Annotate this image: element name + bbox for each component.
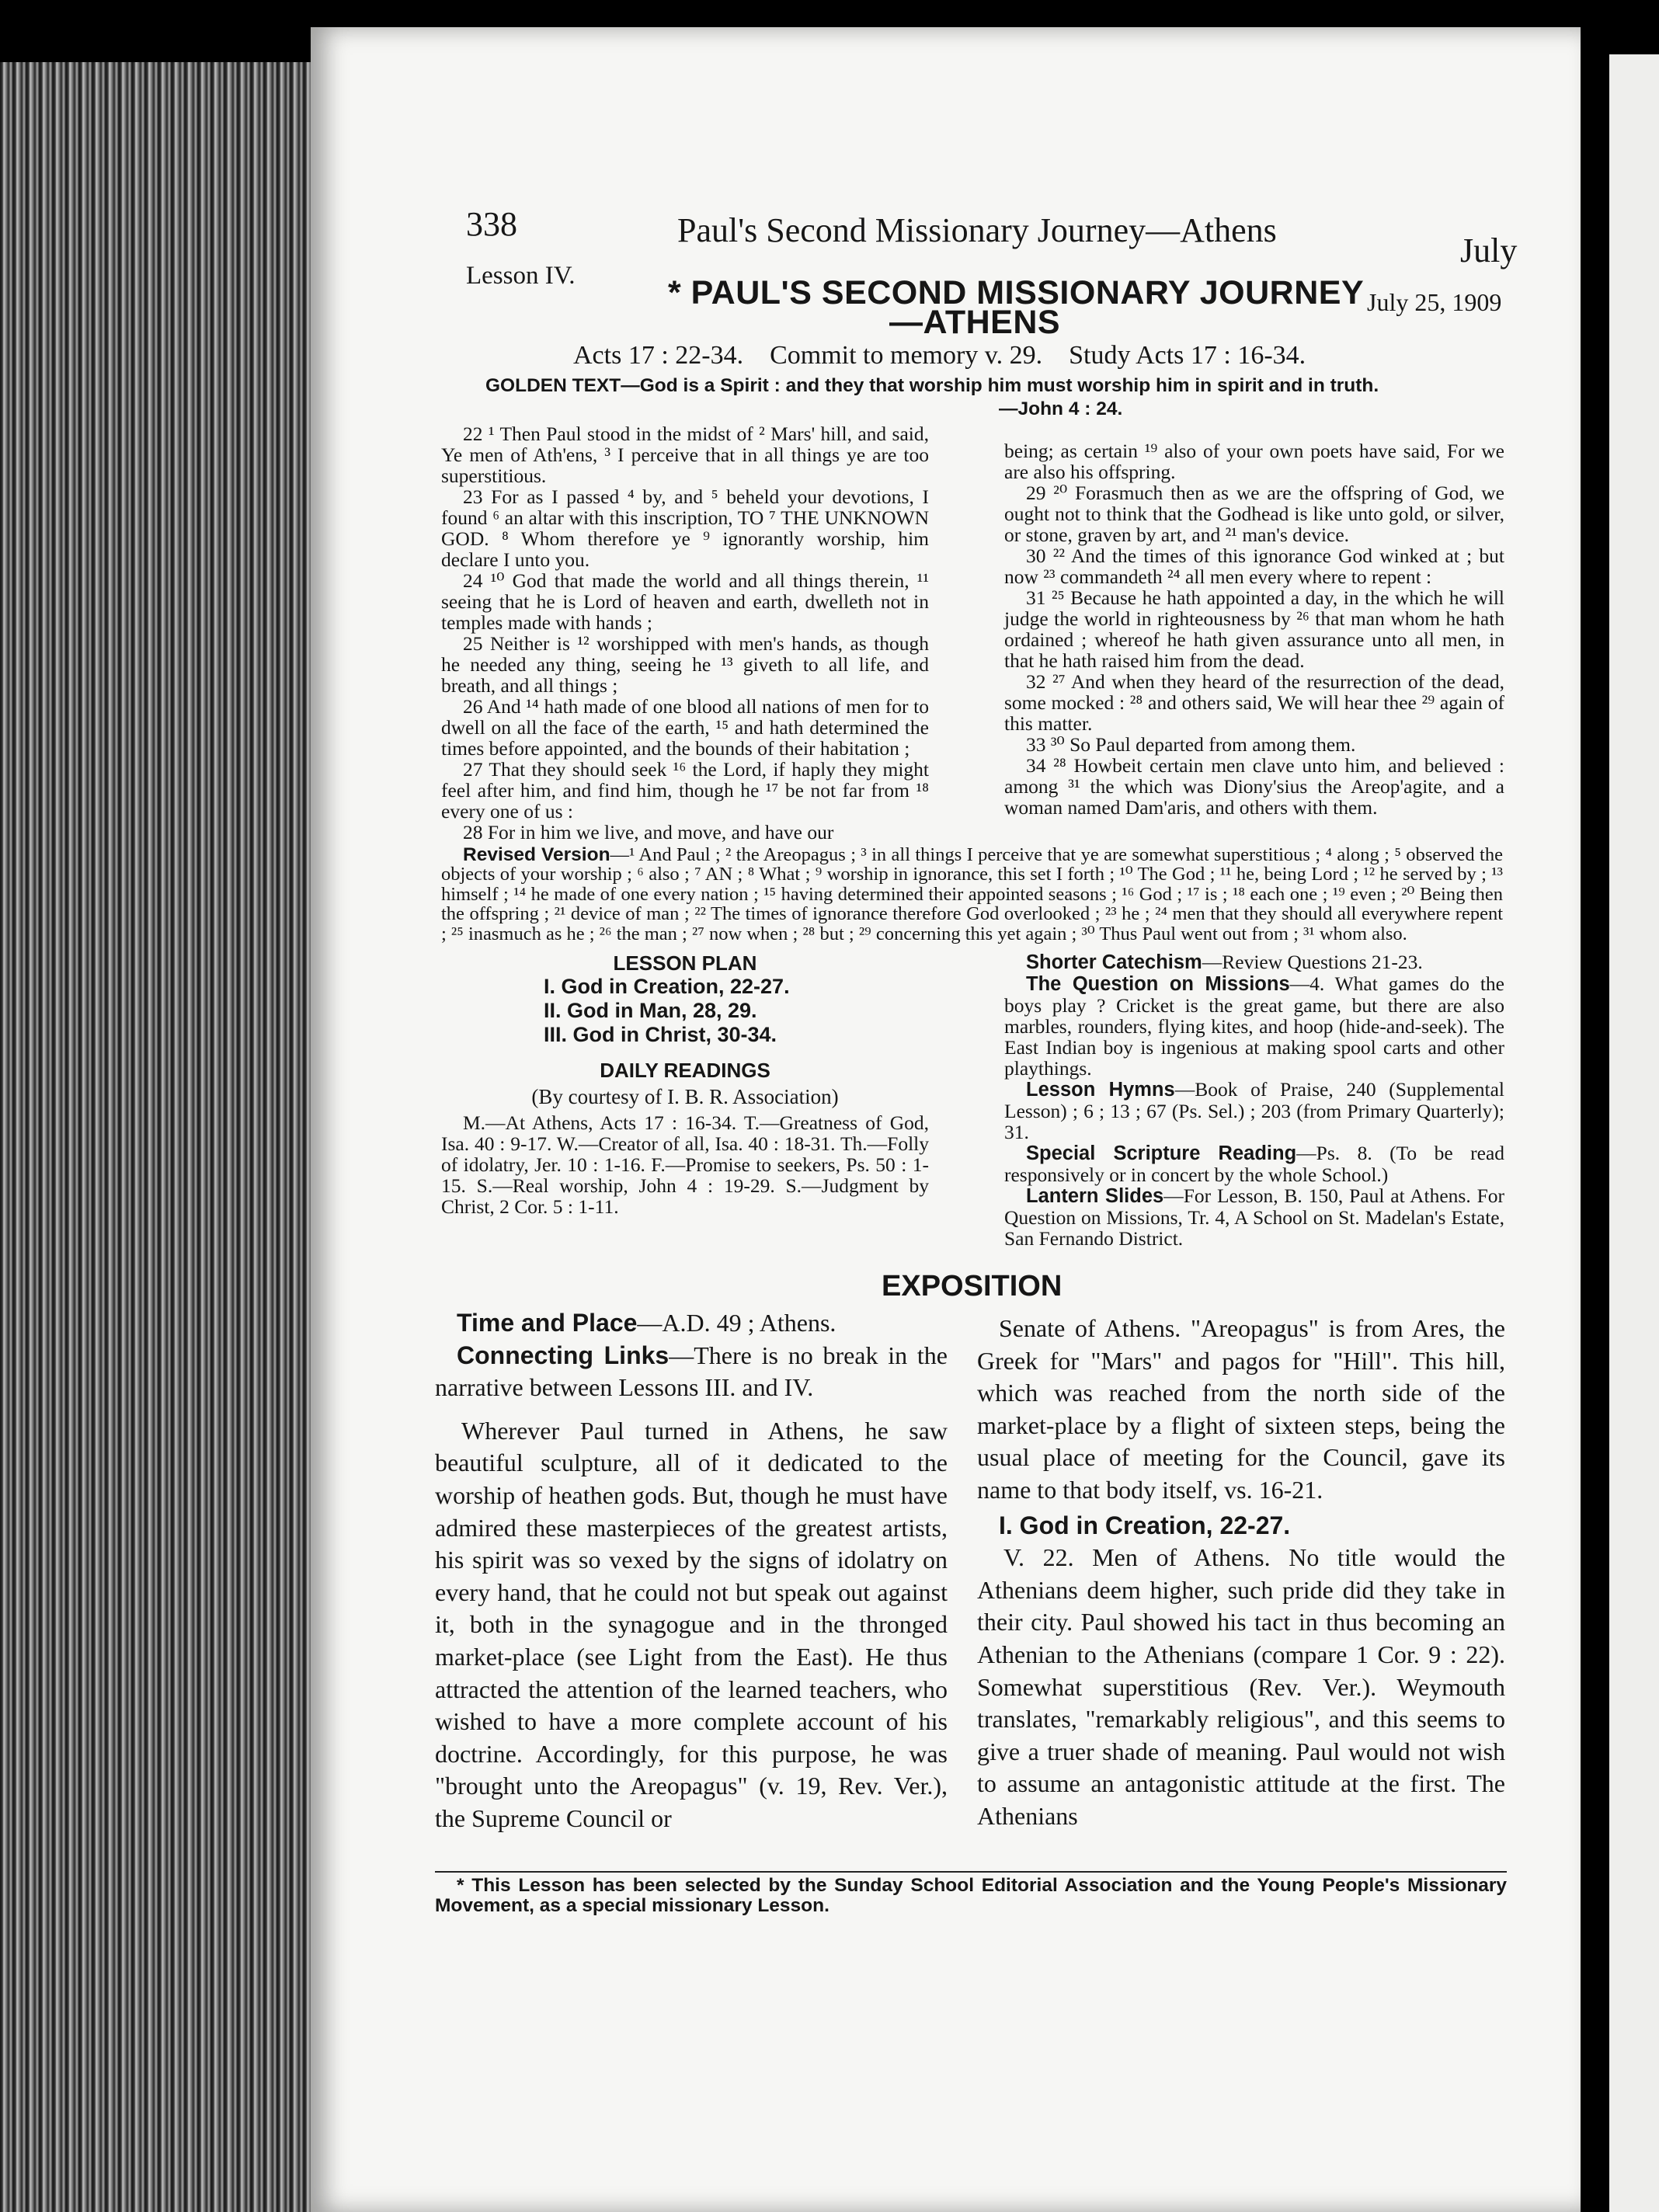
verse: 32 ²⁷ And when they heard of the resurrection of the dead, some mocked : ²⁸ and others said, We will hear thee ²⁹ again of this matter. (1004, 670, 1504, 736)
lantern-text: —For Lesson, B. 150, Paul at Athens. For Question on Missions, Tr. 4, A School on St. Madelan's Estate, San Fernando District. (1004, 1184, 1504, 1250)
revised-version-text: —¹ And Paul ; ² the Areopagus ; ³ in all things I perceive that ye are somewhat superstitious ; ⁴ along ; ⁵ observed the objects of your worship ; ⁶ also ; ⁷ AN ; ⁸ What ; ⁹ worship in ignorance, this set I forth ; ¹⁰ The God ; ¹¹ he, being Lord ; ¹² he served by ; ¹³ himself ; ¹⁴ he made of one every nation ; ¹⁵ having determined their appointed seasons ; ¹⁶ God ; ¹⁷ is ; ¹⁸ each one ; ¹⁹ even ; ²⁰ Being then the offspring ; ²¹ device of man ; ²² The times of ignorance therefore God overlooked ; ²³ he ; ²⁴ men that they should all everywhere repent ; ²⁵ inasmuch as he ; ²⁶ the man ; ²⁷ now when ; ²⁸ but ; ²⁹ concerning this yet again ; ³⁰ Thus Paul went out from ; ³¹ whom also. (441, 844, 1503, 944)
facing-page-edge (1609, 54, 1659, 2212)
footnote-text: * This Lesson has been selected by the Sunday School Editorial Association and the Young People's Missionary Movement, as a special missionary Lesson. (435, 1875, 1507, 1916)
revised-version-label: Revised Version (463, 844, 610, 865)
verse: 23 For as I passed ⁴ by, and ⁵ beheld your devotions, I found ⁶ an altar with this inscription, TO ⁷ THE UNKNOWN GOD. ⁸ Whom therefore ye ⁹ ignorantly worship, him declare I unto you. (441, 485, 929, 572)
exposition-paragraph: Senate of Athens. "Areopagus" is from Ares, the Greek for "Mars" and pagos for "Hill". This hill, which was reached from the north side of the market-place by a flight of sixteen steps, being the usual place of meeting for the Council, gave its name to that body itself, vs. 16-21. (977, 1314, 1505, 1504)
footnote (435, 1876, 1507, 1915)
catechism-text: —Review Questions 21-23. (1202, 951, 1423, 973)
verse: 27 That they should seek ¹⁶ the Lord, if haply they might feel after him, and find him, though he ¹⁷ be not far from ¹⁸ every one of us : (441, 758, 929, 823)
verse: 33 ³⁰ So Paul departed from among them. (1026, 733, 1356, 756)
lesson-plan-item: I. God in Creation, 22-27. (544, 975, 790, 998)
book-page (311, 27, 1581, 2212)
golden-text-ref: —John 4 : 24. (999, 398, 1123, 419)
connecting-links-text: —There is no break in the narrative between Lessons III. and IV. (435, 1341, 948, 1402)
verse: 25 Neither is ¹² worshipped with men's hands, as though he needed any thing, seeing he ¹³ giveth to all life, and breath, and all things ; (441, 632, 929, 697)
lesson-plan-list (544, 975, 790, 1047)
missions-text: —4. What games do the boys play ? Cricket is the great game, but there are also marbles, rounders, flying kites, and hoop (hide-and-seek). The East Indian boy is ingenious at making spool carts and other playthings. (1004, 972, 1504, 1080)
book-page-edges (0, 0, 311, 2212)
exposition-left-column (435, 1307, 948, 1835)
missions-label: The Question on Missions (1026, 973, 1290, 996)
scripture-reading-text: —Ps. 8. (To be read responsively or in concert by the whole School.) (1004, 1142, 1505, 1187)
hymns-label: Lesson Hymns (1026, 1079, 1175, 1101)
scripture-reading-label: Special Scripture Reading (1026, 1143, 1297, 1165)
golden-text (485, 375, 1379, 397)
time-place-label: Time and Place (457, 1309, 638, 1337)
verse: 30 ²² And the times of this ignorance God winked at ; but now ²³ commandeth ²⁴ all men every where to repent : (1004, 544, 1504, 589)
lesson-number: Lesson IV. (466, 262, 576, 290)
lesson-title-line2: —ATHENS (889, 304, 1061, 341)
verse: 26 And ¹⁴ hath made of one blood all nations of men for to dwell on all the face of the earth, ¹⁵ and hath determined the times before appointed, and the bounds of their habitation ; (441, 695, 929, 760)
golden-text-label: GOLDEN TEXT (485, 375, 621, 396)
daily-readings-body: M.—At Athens, Acts 17 : 16-34. T.—Greatness of God, Isa. 40 : 9-17. W.—Creator of all, Isa. 40 : 18-31. Th.—Folly of idolatry, Jer. 10 : 1-16. F.—Promise to seekers, Ps. 50 : 1-15. S.—Real worship, John 4 : 19-29. S.—Judgment by Christ, 2 Cor. 5 : 1-11. (441, 1111, 929, 1219)
lesson-plan-heading: LESSON PLAN (613, 951, 757, 975)
lesson-date: July 25, 1909 (1367, 288, 1502, 316)
lesson-plan-item: II. God in Man, 28, 29. (544, 999, 757, 1023)
verse: being; as certain ¹⁹ also of your own poets have said, For we are also his offspring. (1004, 440, 1504, 484)
section-heading: I. God in Creation, 22-27. (999, 1511, 1291, 1539)
running-title: Paul's Second Missionary Journey—Athens (677, 211, 1277, 249)
scripture-left-column (441, 423, 929, 843)
side-notes (1004, 951, 1504, 1249)
lesson-refs: Acts 17 : 22-34. Commit to memory v. 29. Study Acts 17 : 16-34. (573, 341, 1306, 370)
verse: 34 ²⁸ Howbeit certain men clave unto him, and believed : among ³¹ the which was Diony'sius the Areop'agite, and a woman named Dam'aris, and others with them. (1004, 754, 1504, 819)
daily-readings-courtesy: (By courtesy of I. B. R. Association) (531, 1085, 839, 1108)
catechism-label: Shorter Catechism (1026, 951, 1202, 973)
exposition-paragraph: V. 22. Men of Athens. No title would the Athenians deem higher, such pride did they take in their city. Paul showed his tact in thus becoming an Athenian to the Athenians (compare 1 Cor. 9 : 22). Somewhat superstitious (Rev. Ver.). Weymouth translates, "remarkably religious", and this seems to give a truer shade of meaning. Paul would not wish to assume an antagonistic attitude at the first. The Athenians (977, 1543, 1505, 1830)
revised-version (441, 845, 1503, 944)
connecting-links-label: Connecting Links (457, 1341, 670, 1369)
lesson-plan-item: III. God in Christ, 30-34. (544, 1023, 777, 1047)
footnote-rule (435, 1871, 1507, 1873)
time-place-text: —A.D. 49 ; Athens. (637, 1309, 836, 1337)
hymns-text: —Book of Praise, 240 (Supplemental Lesson) ; 6 ; 13 ; 67 (Ps. Sel.) ; 203 (from Primary Quarterly); 31. (1004, 1078, 1504, 1144)
daily-readings-heading: DAILY READINGS (600, 1059, 770, 1082)
verse: 24 ¹⁰ God that made the world and all things therein, ¹¹ seeing that he is Lord of heaven and earth, dwelleth not in temples made with hands ; (441, 569, 929, 635)
scripture-right-column (1004, 440, 1504, 818)
page-number: 338 (466, 205, 517, 243)
daily-readings-text (441, 1112, 929, 1217)
dark-background (0, 0, 326, 62)
verse: 31 ²⁵ Because he hath appointed a day, in the which he will judge the world in righteousness by ²⁶ that man whom he hath ordained ; whereof he hath given assurance unto all men, in that he hath raised him from the dead. (1004, 586, 1504, 673)
exposition-paragraph: Wherever Paul turned in Athens, he saw beautiful sculpture, all of it dedicated to the worship of heathen gods. But, though he must have admired these masterpieces of the greatest artists, his spirit was so vexed by the signs of idolatry on every hand, that he could not but speak out against it, both in the synagogue and in the thronged market-place (see Light from the East). He thus attracted the attention of the learned teachers, who wished to have a more complete account of his doctrine. Accordingly, for this purpose, he was "brought unto the Areopagus" (v. 19, Rev. Ver.), the Supreme Council or (435, 1416, 948, 1832)
verse: 22 ¹ Then Paul stood in the midst of ² Mars' hill, and said, Ye men of Ath'ens, ³ I perceive that in all things ye are too superstitious. (441, 423, 929, 488)
running-month: July (1460, 231, 1518, 270)
verse: 28 For in him we live, and move, and have our (463, 821, 834, 844)
lantern-label: Lantern Slides (1026, 1185, 1164, 1208)
verse: 29 ²⁰ Forasmuch then as we are the offspring of God, we ought not to think that the Godhead is like unto gold, or silver, or stone, graven by art, and ²¹ man's device. (1004, 482, 1504, 547)
lesson-title-line1: * PAUL'S SECOND MISSIONARY JOURNEY (668, 274, 1365, 311)
exposition-heading: EXPOSITION (882, 1270, 1063, 1303)
exposition-right-column (977, 1313, 1505, 1833)
golden-text-body: —God is a Spirit : and they that worship him must worship him in spirit and in truth. (621, 375, 1379, 396)
